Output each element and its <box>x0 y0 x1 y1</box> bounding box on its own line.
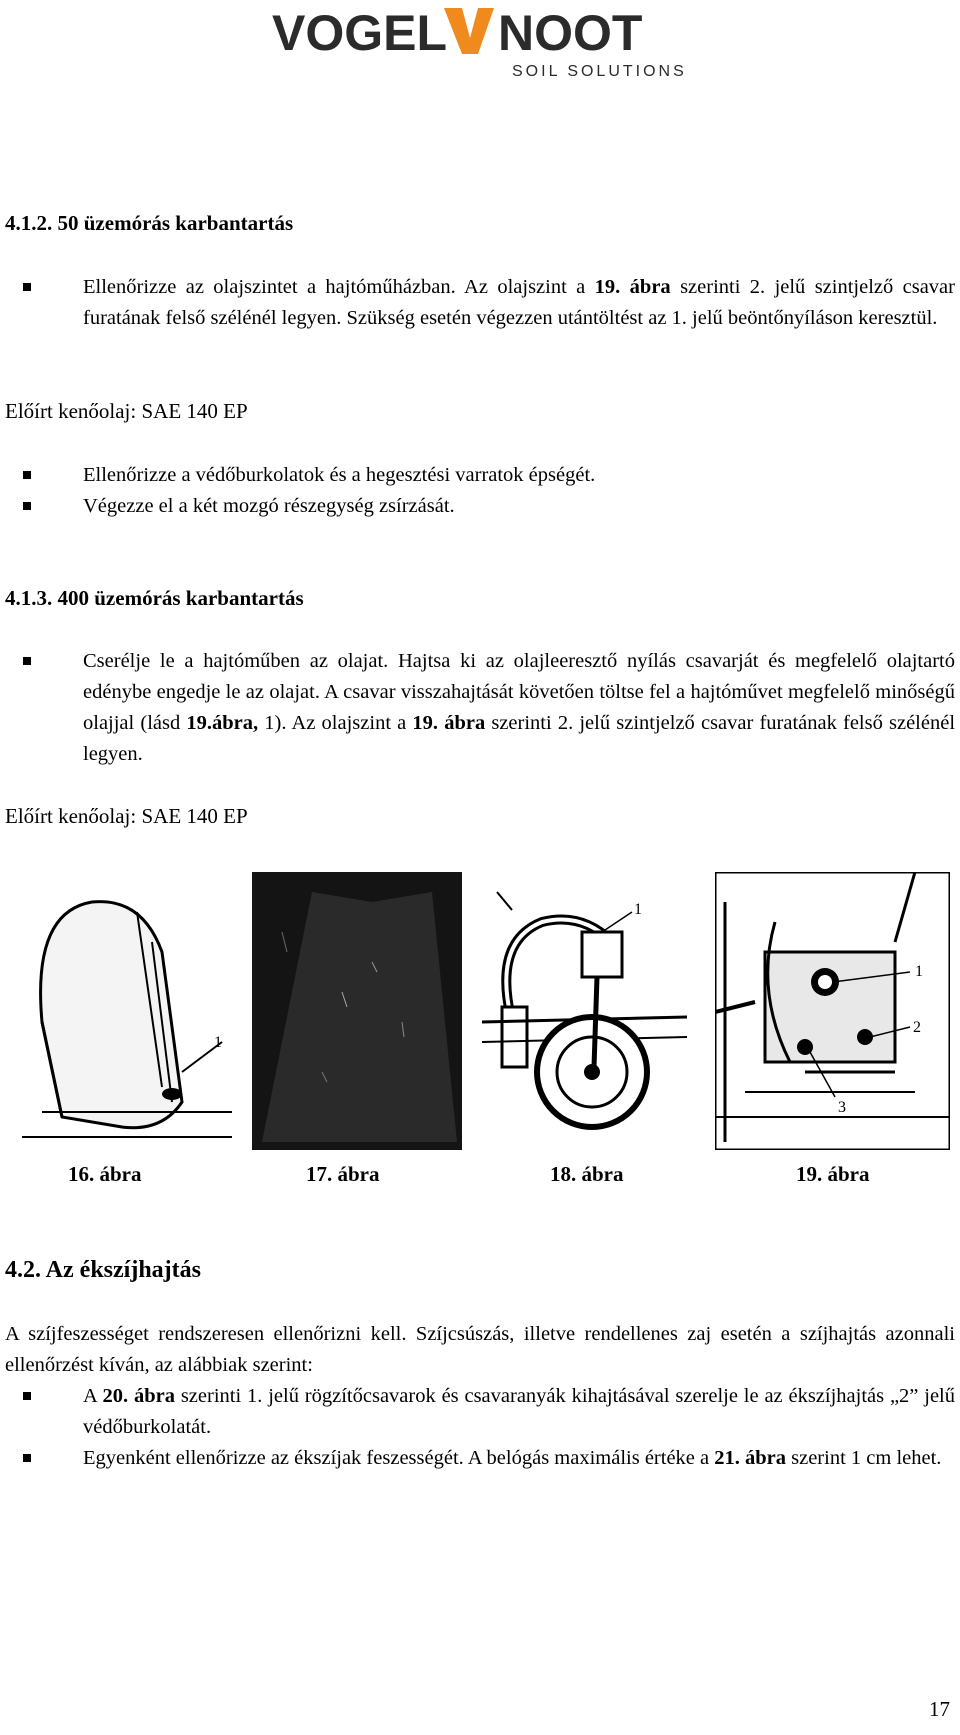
figure-18-callout: 1 <box>634 901 642 918</box>
figure-17 <box>252 872 462 1150</box>
logo-text-left: VOGEL <box>272 5 448 61</box>
bullet-square-icon <box>23 471 31 479</box>
bullets-4-1-2-b <box>5 460 955 522</box>
logo-graphic <box>272 4 692 80</box>
figure-19 <box>715 872 950 1150</box>
bullet-square-icon <box>23 657 31 665</box>
bullet-square-icon <box>23 1454 31 1462</box>
figure-16-drawing <box>22 872 232 1150</box>
bullets-4-1-2-a <box>5 272 955 334</box>
page-number: 17 <box>929 1697 950 1721</box>
caption-figure-16: 16. ábra <box>68 1162 142 1186</box>
lubricant-spec-2: Előírt kenőolaj: SAE 140 EP <box>5 804 248 828</box>
section-4-2-paragraph: A szíjfeszességet rendszeresen ellenőrizni kell. Szíjcsúszás, illetve rendellenes zaj esetén a szíjhajtás azonnali ellenőrzést kíván, az alábbiak szerint: <box>5 1323 955 1376</box>
figure-17-drawing <box>252 872 462 1150</box>
section-4-1-3-heading: 4.1.3. 400 üzemórás karbantartás <box>5 586 304 610</box>
figure-19-drawing <box>715 872 950 1150</box>
bullets-4-2 <box>5 1381 955 1474</box>
list-item: Ellenőrizze az olajszintet a hajtóműházban. Az olajszint a 19. ábra szerinti 2. jelű szintjelző csavar furatának felső szélénél legyen. Szükség esetén végezzen utántöltést az 1. jelű beöntőnyíláson keresztül. <box>5 272 955 334</box>
list-item: Egyenként ellenőrizze az ékszíjak feszességét. A belógás maximális értéke a 21. ábra szerint 1 cm lehet. <box>5 1443 955 1474</box>
figure-19-callout-2: 2 <box>913 1019 921 1036</box>
vogel-noot-logo <box>272 4 692 80</box>
figure-19-callout-1: 1 <box>915 963 923 980</box>
logo-text-right: NOOT <box>498 5 643 61</box>
figures-row <box>22 872 950 1150</box>
bullets-4-1-3 <box>5 646 955 770</box>
figure-19-callout-3: 3 <box>838 1099 846 1116</box>
list-item: Végezze el a két mozgó részegység zsírzását. <box>5 491 955 522</box>
list-item: Cserélje le a hajtóműben az olajat. Hajtsa ki az olajleeresztő nyílás csavarját és megfelelő olajtartó edénybe engedje le az olajat. A csavar visszahajtását követően töltse fel a hajtóművet megfelelő minőségű olajjal (lásd 19.ábra, 1). Az olajszint a 19. ábra szerinti 2. jelű szintjelző csavar furatának felső szélénél legyen. <box>5 646 955 770</box>
caption-figure-19: 19. ábra <box>796 1162 870 1186</box>
figure-16 <box>22 872 232 1150</box>
bullet-square-icon <box>23 1392 31 1400</box>
caption-figure-18: 18. ábra <box>550 1162 624 1186</box>
section-4-1-2-heading: 4.1.2. 50 üzemórás karbantartás <box>5 211 294 235</box>
figure-16-callout: 1 <box>214 1034 222 1051</box>
list-item: A 20. ábra szerinti 1. jelű rögzítőcsavarok és csavaranyák kihajtásával szerelje le az ékszíjhajtás „2” jelű védőburkolatát. <box>5 1381 955 1443</box>
logo-tagline: SOIL SOLUTIONS <box>512 63 687 80</box>
bullet-square-icon <box>23 502 31 510</box>
caption-figure-17: 17. ábra <box>306 1162 380 1186</box>
list-item: Ellenőrizze a védőburkolatok és a hegesztési varratok épségét. <box>5 460 955 491</box>
lubricant-spec-1: Előírt kenőolaj: SAE 140 EP <box>5 399 248 423</box>
figure-18-drawing <box>482 872 687 1150</box>
figure-18 <box>482 872 687 1150</box>
logo-mark <box>444 8 494 54</box>
figure-captions <box>0 1160 960 1190</box>
section-4-2-heading: 4.2. Az ékszíjhajtás <box>5 1257 201 1283</box>
bullet-square-icon <box>23 283 31 291</box>
